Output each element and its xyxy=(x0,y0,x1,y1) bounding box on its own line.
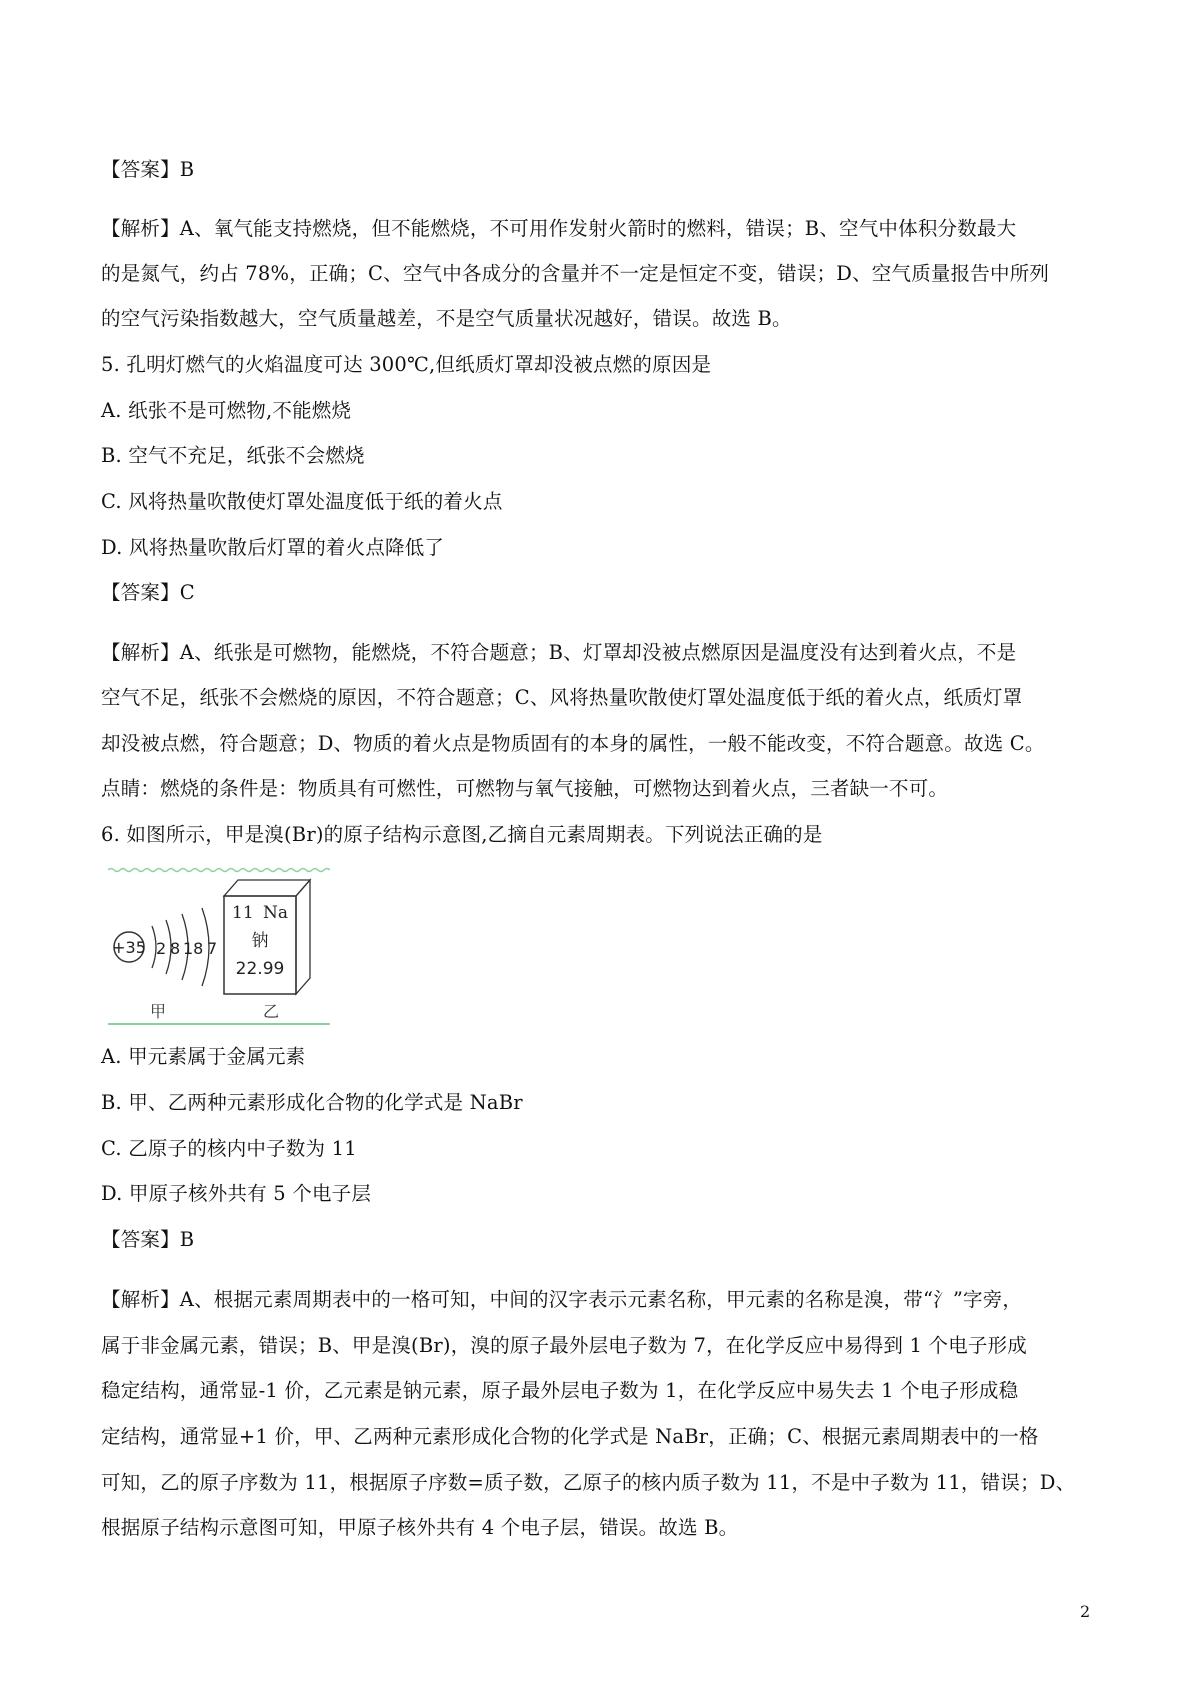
shell-2-count: 8 xyxy=(170,939,181,958)
question-6-option-d: D. 甲原子核外共有 5 个电子层 xyxy=(101,1182,372,1205)
question-5-option-d: D. 风将热量吹散后灯罩的着火点降低了 xyxy=(101,536,445,559)
element-mass: 22.99 xyxy=(235,959,285,979)
analysis-6-line-6: 根据原子结构示意图可知，甲原子核外共有 4 个电子层，错误。故选 B。 xyxy=(101,1516,739,1539)
analysis-5-line-2: 空气不足，纸张不会燃烧的原因，不符合题意；C、风将热量吹散使灯罩处温度低于纸的着火点，纸质灯罩 xyxy=(101,686,1023,709)
analysis-6-line-1: 【解析】A、根据元素周期表中的一格可知，中间的汉字表示元素名称，甲元素的名称是溴，带“氵”字旁， xyxy=(101,1288,1023,1311)
analysis-5-line-1: 【解析】A、纸张是可燃物，能燃烧，不符合题意；B、灯罩却没被点燃原因是温度没有达到着火点，不是 xyxy=(101,641,1017,664)
question-5-option-c: C. 风将热量吹散使灯罩处温度低于纸的着火点 xyxy=(101,490,503,513)
question-6-option-b: B. 甲、乙两种元素形成化合物的化学式是 NaBr xyxy=(101,1091,523,1114)
analysis-6-line-4: 定结构，通常显+1 价，甲、乙两种元素形成化合物的化学式是 NaBr，正确；C、根据元素周期表中的一格 xyxy=(101,1425,1039,1448)
question-6-option-c: C. 乙原子的核内中子数为 11 xyxy=(101,1137,357,1160)
answer-label-5: 【答案】C xyxy=(101,581,195,604)
analysis-4-line-3: 的空气污染指数越大，空气质量越差，不是空气质量状况越好，错误。故选 B。 xyxy=(101,307,792,330)
nucleus-charge: +35 xyxy=(112,938,146,957)
atom-structure-figure xyxy=(108,866,330,1028)
element-symbol: Na xyxy=(263,903,289,923)
analysis-5-tip: 点睛：燃烧的条件是：物质具有可燃性，可燃物与氧气接触，可燃物达到着火点，三者缺一不可。 xyxy=(101,777,949,800)
shell-4-count: 7 xyxy=(207,939,218,958)
analysis-6-line-2: 属于非金属元素，错误；B、甲是溴(Br)，溴的原子最外层电子数为 7，在化学反应中易得到 1 个电子形成 xyxy=(101,1334,1028,1357)
analysis-4-line-1: 【解析】A、氧气能支持燃烧，但不能燃烧，不可用作发射火箭时的燃料，错误；B、空气中体积分数最大 xyxy=(101,217,1017,240)
answer-label-4: 【答案】B xyxy=(101,158,195,181)
page-number: 2 xyxy=(1080,1602,1091,1621)
question-5-stem: 5. 孔明灯燃气的火焰温度可达 300℃,但纸质灯罩却没被点燃的原因是 xyxy=(101,353,712,376)
label-yi: 乙 xyxy=(262,1002,280,1021)
element-name: 钠 xyxy=(251,931,269,951)
question-5-option-a: A. 纸张不是可燃物,不能燃烧 xyxy=(101,399,352,422)
question-5-option-b: B. 空气不充足，纸张不会燃烧 xyxy=(101,444,365,467)
analysis-6-line-5: 可知，乙的原子序数为 11，根据原子序数=质子数，乙原子的核内质子数为 11，不是中子数为 11，错误；D、 xyxy=(101,1471,1076,1494)
question-6-stem: 6. 如图所示，甲是溴(Br)的原子结构示意图,乙摘自元素周期表。下列说法正确的是 xyxy=(101,823,823,846)
answer-label-6: 【答案】B xyxy=(101,1228,195,1251)
analysis-5-line-3: 却没被点燃，符合题意；D、物质的着火点是物质固有的本身的属性，一般不能改变，不符合题意。故选 C。 xyxy=(101,732,1045,755)
shell-1-count: 2 xyxy=(156,939,167,958)
analysis-6-line-3: 稳定结构，通常显-1 价，乙元素是钠元素，原子最外层电子数为 1，在化学反应中易失去 1 个电子形成稳 xyxy=(101,1379,1019,1402)
label-jia: 甲 xyxy=(149,1002,167,1021)
analysis-4-line-2: 的是氮气，约占 78%，正确；C、空气中各成分的含量并不一定是恒定不变，错误；D、空气质量报告中所列 xyxy=(101,262,1050,285)
question-6-option-a: A. 甲元素属于金属元素 xyxy=(101,1045,306,1068)
shell-3-count: 18 xyxy=(183,939,204,958)
element-number: 11 xyxy=(232,903,254,923)
